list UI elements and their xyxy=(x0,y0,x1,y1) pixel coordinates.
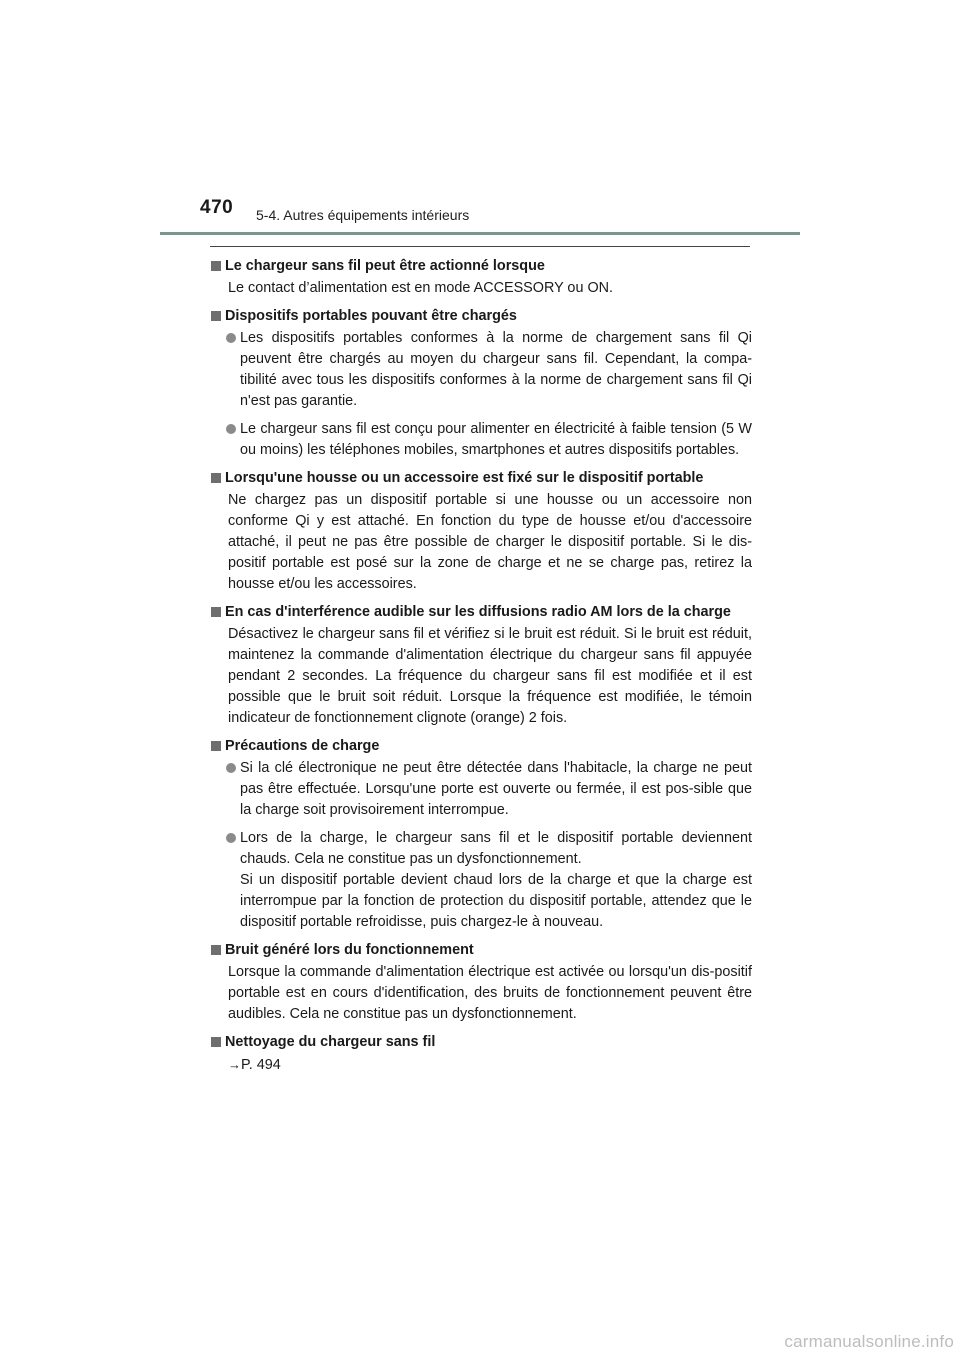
page-reference-text: P. 494 xyxy=(241,1057,281,1073)
page-reference xyxy=(210,1054,752,1076)
square-bullet-icon xyxy=(211,311,221,321)
bullet-item: Si la clé électronique ne peut être détectée dans l'habitacle, la charge ne peut pas être effectuée. Lorsqu'une porte est ouverte ou fermée, il est pos-sible que la charge soit provisoirement interrompue. xyxy=(210,758,752,821)
paragraph: Le contact d’alimentation est en mode ACCESSORY ou ON. xyxy=(228,280,614,296)
square-bullet-icon xyxy=(211,945,221,955)
round-bullet-icon xyxy=(226,333,236,343)
square-bullet-icon xyxy=(211,473,221,483)
right-arrow-icon: → xyxy=(228,1057,241,1072)
section-heading: Nettoyage du chargeur sans fil xyxy=(210,1032,752,1053)
square-bullet-icon xyxy=(211,261,221,271)
header-divider xyxy=(160,232,800,235)
paragraph: Lorsque la commande d'alimentation électrique est activée ou lorsqu'un dis-positif portable est en cours d'identification, des bruits de fonctionnement peuvent être audibles. Cela ne constitue pas un dysfonctionnement. xyxy=(228,964,752,1022)
bullet-item: Le chargeur sans fil est conçu pour alimenter en électricité à faible tension (5 W ou moins) les téléphones mobiles, smartphones et autres dispositifs portables. xyxy=(210,419,752,461)
content-divider xyxy=(210,246,750,247)
watermark: carmanualsonline.info xyxy=(784,1332,954,1351)
page-number: 470 xyxy=(200,197,234,218)
section-heading: En cas d'interférence audible sur les diffusions radio AM lors de la charge xyxy=(210,602,752,623)
square-bullet-icon xyxy=(211,741,221,751)
section-heading: Précautions de charge xyxy=(210,736,752,757)
content-body xyxy=(210,256,752,1076)
section-heading: Le chargeur sans fil peut être actionné lorsque xyxy=(210,256,752,277)
section-heading: Lorsqu'une housse ou un accessoire est fixé sur le dispositif portable xyxy=(210,468,752,489)
bullet-item: Les dispositifs portables conformes à la norme de chargement sans fil Qi peuvent être chargés au moyen du chargeur sans fil. Cependant, la compa-tibilité avec tous les dispositifs conformes à la norme de chargement sans fil Qi n'est pas garantie. xyxy=(210,328,752,412)
paragraph: Ne chargez pas un dispositif portable si une housse ou un accessoire non conforme Qi y est attaché. En fonction du type de housse et/ou d'accessoire attaché, il peut ne pas être possible de charger le dispositif portable. Si le dis-positif portable est posé sur la zone de charge et ne se charge pas, retirez la housse et/ou les accessoires. xyxy=(228,492,752,592)
round-bullet-icon xyxy=(226,763,236,773)
round-bullet-icon xyxy=(226,833,236,843)
chapter-title: 5-4. Autres équipements intérieurs xyxy=(256,207,470,223)
square-bullet-icon xyxy=(211,607,221,617)
page-header xyxy=(0,0,960,240)
paragraph: Désactivez le chargeur sans fil et vérifiez si le bruit est réduit. Si le bruit est réduit, maintenez la commande d'alimentation électrique du chargeur sans fil appuyée pendant 2 secondes. La fréquence du chargeur sans fil est modifiée et il est possible que le bruit soit réduit. Lorsque la fréquence est modifiée, le témoin indicateur de fonctionnement clignote (orange) 2 fois. xyxy=(228,626,752,726)
section-heading: Dispositifs portables pouvant être chargés xyxy=(210,306,752,327)
round-bullet-icon xyxy=(226,424,236,434)
square-bullet-icon xyxy=(211,1037,221,1047)
bullet-item: Lors de la charge, le chargeur sans fil et le dispositif portable deviennent chauds. Cela ne constitue pas un dysfonctionnement. Si un dispositif portable devient chaud lors de la charge et que la charge est interrompue par la fonction de protection du dispositif portable, attendez que le dispositif portable refroidisse, puis chargez-le à nouveau. xyxy=(210,828,752,933)
section-heading: Bruit généré lors du fonctionnement xyxy=(210,940,752,961)
